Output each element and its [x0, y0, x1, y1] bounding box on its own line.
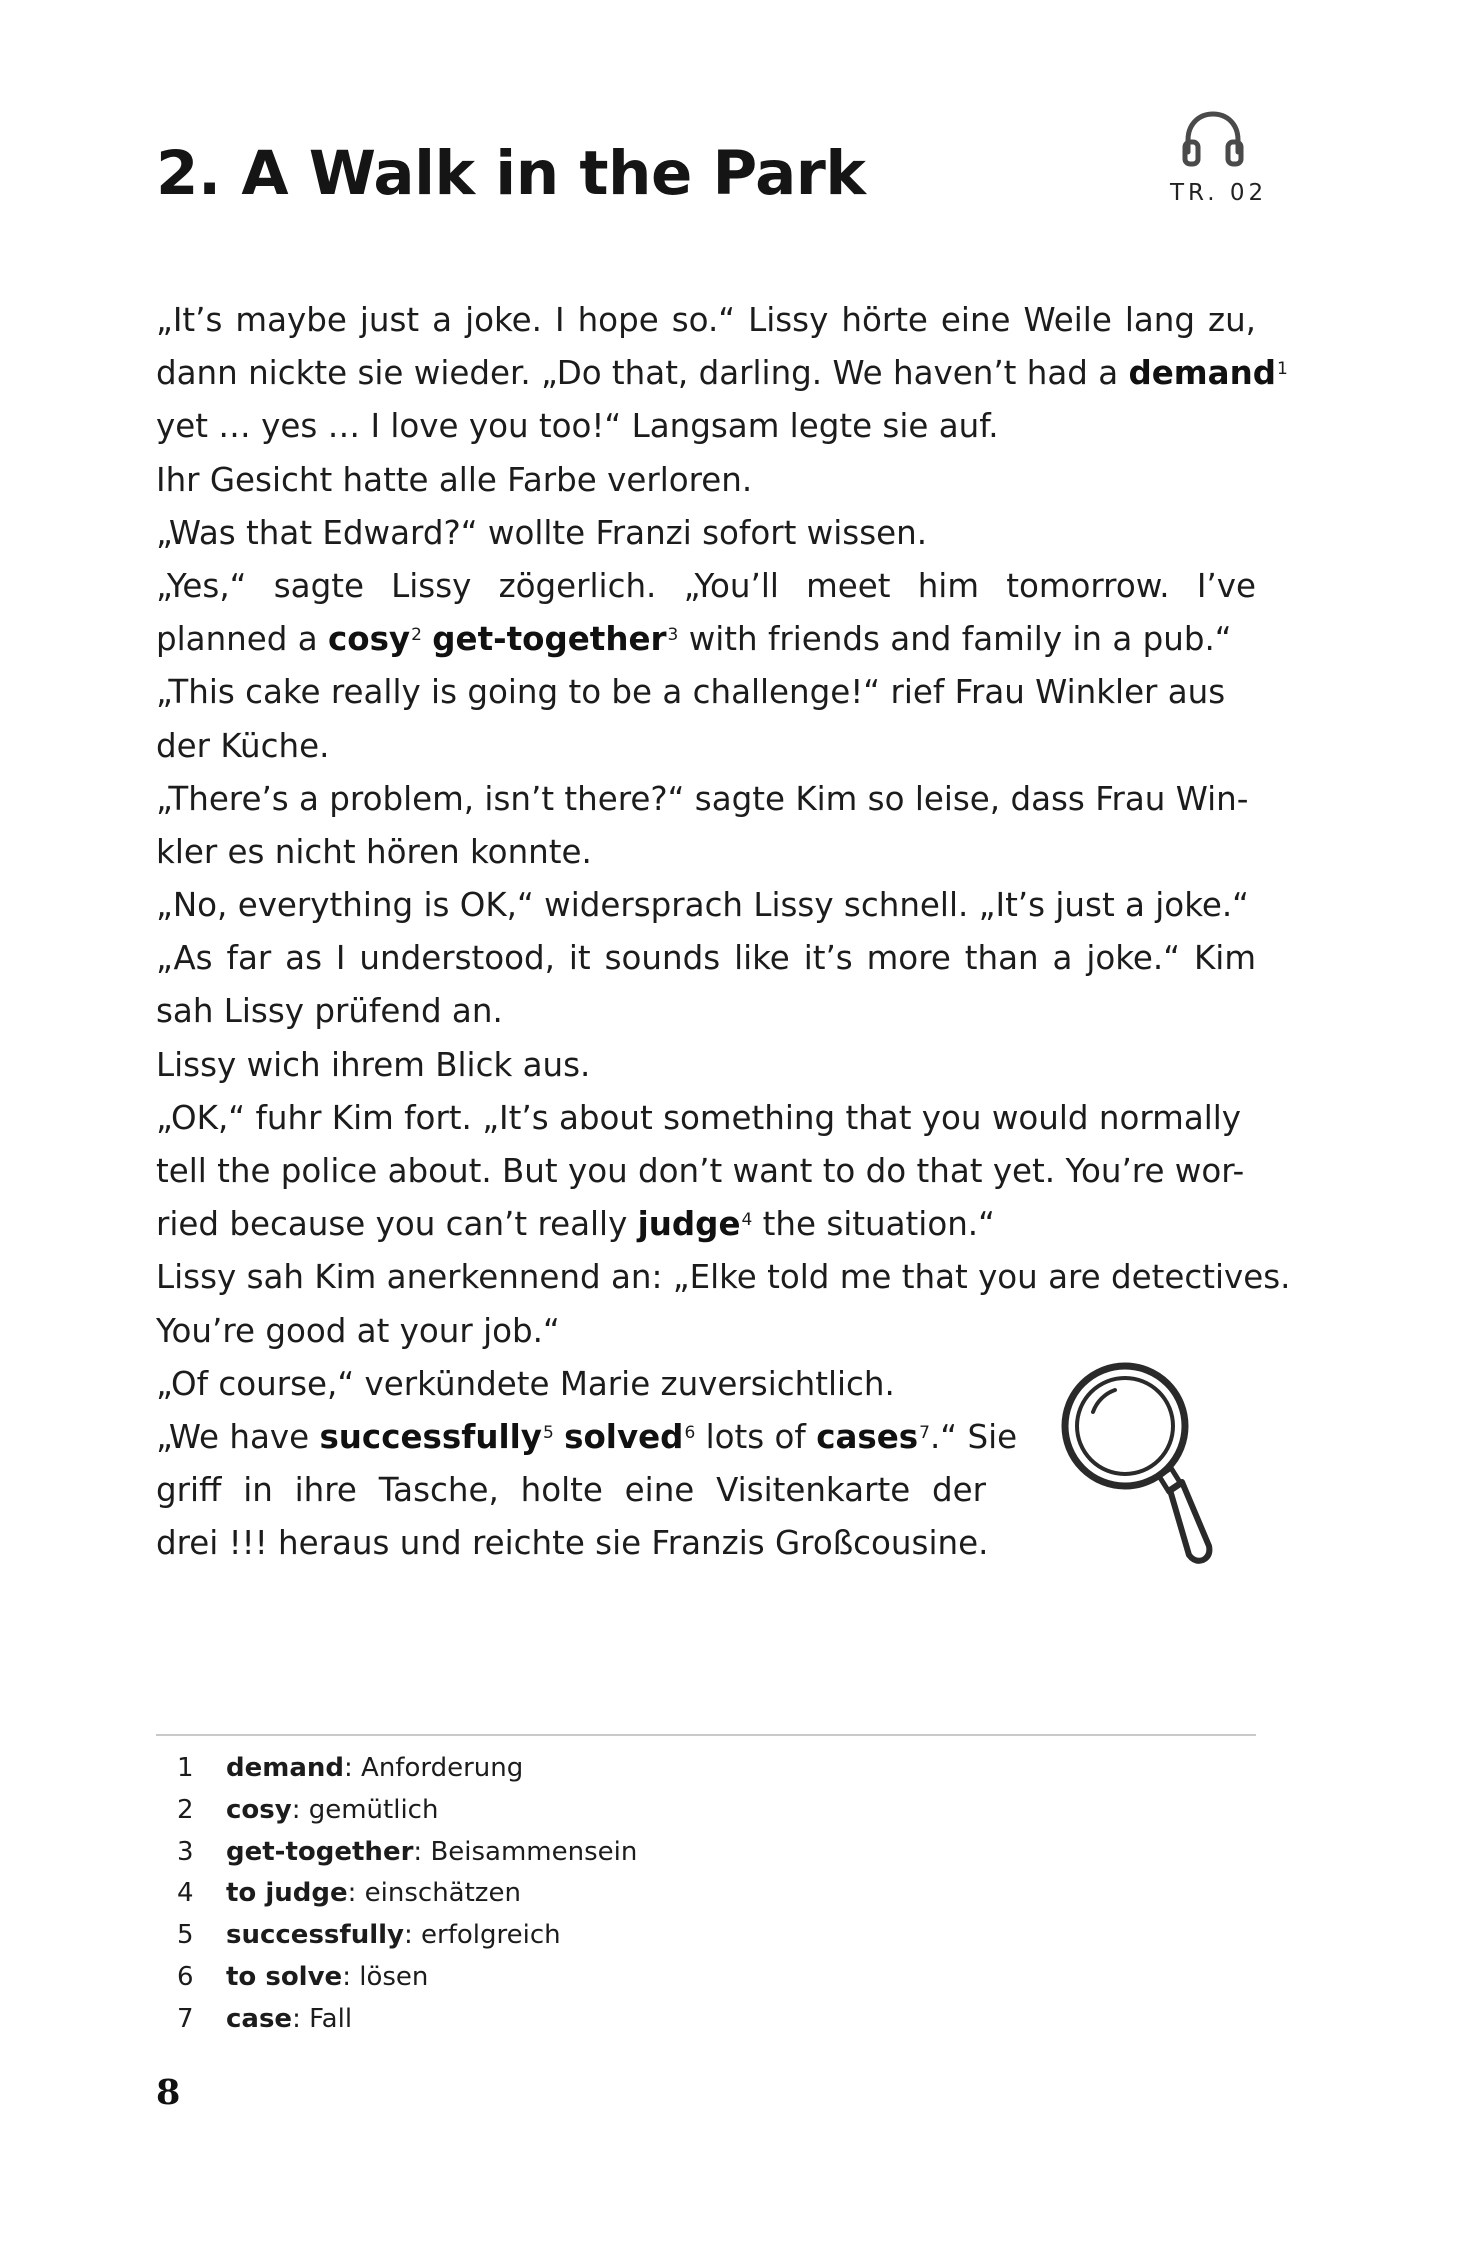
story-text-run: Lissy wich ihrem Blick aus.	[156, 1045, 591, 1084]
story-line	[156, 1305, 1256, 1358]
story-line	[156, 294, 1256, 347]
story-line	[156, 879, 1256, 932]
story-text-run: kler es nicht hören konnte.	[156, 832, 592, 871]
story-text-run: „Of course,“ verkündete Marie zuversichtlich.	[156, 1364, 895, 1403]
story-text-run: „Was that Edward?“ wollte Franzi sofort wissen.	[156, 513, 928, 552]
chapter-title: 2. A Walk in the Park	[156, 138, 866, 209]
story-text-run: the situation.“	[752, 1205, 995, 1244]
story-text-run: „No, everything is OK,“ widersprach Lissy schnell. „It’s just a joke.“	[156, 886, 1250, 925]
footnote-item	[156, 1873, 1256, 1915]
footnote-term: case	[226, 2003, 293, 2034]
story-text-run: „It’s maybe just a joke. I hope so.“ Lissy hörte eine Weile lang zu,	[156, 301, 1256, 339]
footnote-term: successfully	[226, 1920, 404, 1951]
story-line	[156, 1198, 1256, 1251]
headphones-icon	[1180, 108, 1246, 170]
footnote-item	[156, 1957, 1256, 1999]
footnote-item	[156, 1999, 1256, 2041]
story-text-run: with friends and family in a pub.“	[678, 620, 1232, 659]
footnote-meaning: lösen	[359, 1961, 429, 1992]
page-number: 8	[156, 2072, 181, 2113]
footnote-ref: 4	[741, 1210, 753, 1231]
footnote-item	[156, 1790, 1256, 1832]
story-line	[156, 507, 1256, 560]
story-text-run: „This cake really is going to be a challenge!“ rief Frau Winkler aus	[156, 673, 1226, 712]
story-line	[156, 1251, 1291, 1304]
footnote-separator: :	[347, 1878, 365, 1909]
footnote-item	[156, 1915, 1256, 1957]
footnote-separator: :	[292, 2003, 310, 2034]
footnote-meaning: Anforderung	[361, 1753, 524, 1783]
story-text-run: sah Lissy prüfend an.	[156, 992, 503, 1031]
footnote-separator: :	[344, 1753, 362, 1783]
story-text-run: „As far as I understood, it sounds like it’s more than a joke.“ Kim	[156, 939, 1256, 978]
story-line	[156, 985, 1256, 1038]
story-line	[156, 932, 1256, 985]
track-label: TR. 02	[1170, 180, 1268, 206]
story-line	[156, 613, 1256, 666]
story-text-run: „We have	[156, 1417, 320, 1456]
story-text-run: dann nickte sie wieder. „Do that, darling. We haven’t had a	[156, 354, 1129, 393]
footnote-item	[156, 1748, 1256, 1790]
footnotes	[156, 1748, 1256, 2041]
footnote-separator: :	[291, 1794, 309, 1825]
footnote-meaning: gemütlich	[308, 1794, 439, 1825]
story-line	[156, 773, 1256, 826]
vocab-judge: judge	[637, 1205, 741, 1244]
footnote-ref: 3	[667, 625, 679, 646]
footnote-meaning: Fall	[309, 2003, 353, 2034]
vocab-demand: demand	[1128, 354, 1276, 393]
vocab-get-together: get-together	[432, 620, 667, 659]
footnote-number: 2	[177, 1794, 194, 1825]
footnote-number: 1	[177, 1753, 194, 1783]
story-line	[156, 400, 1256, 453]
footnote-meaning: Beisammensein	[430, 1836, 638, 1867]
vocab-cases: cases	[816, 1417, 919, 1456]
story-line	[156, 347, 1288, 400]
footnote-number: 3	[177, 1836, 194, 1867]
story-text-run: Lissy sah Kim anerkennend an: „Elke told me that you are detectives.	[156, 1258, 1291, 1297]
story-text-run: ried because you can’t really	[156, 1205, 638, 1244]
footnote-ref: 6	[684, 1422, 696, 1443]
footnote-divider	[156, 1734, 1256, 1736]
story-text-run: „OK,“ fuhr Kim fort. „It’s about something that you would normally	[156, 1098, 1242, 1137]
footnote-number: 4	[177, 1878, 194, 1909]
vocab-successfully: successfully	[319, 1417, 542, 1456]
footnote-ref: 2	[411, 625, 422, 646]
footnote-separator: :	[404, 1920, 422, 1951]
footnote-meaning: einschätzen	[364, 1878, 521, 1909]
story-text-run: lots of	[695, 1417, 817, 1456]
story-text-run: You’re good at your job.“	[156, 1311, 560, 1350]
story-line	[156, 454, 1256, 507]
footnote-separator: :	[413, 1836, 431, 1867]
footnote-number: 7	[177, 2003, 194, 2034]
vocab-solved: solved	[564, 1417, 684, 1456]
story-text-run: der Küche.	[156, 726, 330, 765]
story-text-run: „There’s a problem, isn’t there?“ sagte Kim so leise, dass Frau Win-	[156, 779, 1249, 818]
story-line	[156, 1039, 1256, 1092]
footnote-term: demand	[226, 1753, 345, 1783]
footnote-item	[156, 1832, 1256, 1874]
story-text-run: tell the police about. But you don’t want to do that yet. You’re wor-	[156, 1152, 1245, 1190]
story-text-run: „Yes,“ sagte Lissy zögerlich. „You’ll meet him tomorrow. I’ve	[156, 566, 1256, 605]
vocab-cosy: cosy	[327, 620, 411, 659]
story-line	[156, 1145, 1256, 1198]
story-line	[156, 826, 1256, 879]
footnote-meaning: erfolgreich	[421, 1920, 561, 1951]
footnote-number: 6	[177, 1961, 194, 1992]
magnifying-glass-icon	[1055, 1356, 1215, 1566]
footnote-ref: 1	[1277, 359, 1288, 380]
footnote-ref: 5	[542, 1422, 554, 1443]
story-line	[156, 1464, 986, 1517]
story-text-run: yet … yes … I love you too!“ Langsam legte sie auf.	[156, 407, 999, 446]
footnote-term: get-together	[226, 1836, 414, 1867]
footnote-ref: 7	[919, 1422, 930, 1443]
footnote-separator: :	[342, 1961, 360, 1992]
story-text-run: .“ Sie	[929, 1417, 1018, 1456]
story-text-run: planned a	[156, 620, 328, 659]
story-line	[156, 560, 1256, 613]
story-text-run: drei !!! heraus und reichte sie Franzis Großcousine.	[156, 1524, 989, 1563]
footnote-term: cosy	[226, 1794, 292, 1825]
footnote-term: to solve	[226, 1961, 343, 1992]
story-line	[156, 720, 1256, 773]
story-text-run: griff in ihre Tasche, holte eine Visitenkarte der	[156, 1471, 986, 1510]
footnote-term: to judge	[226, 1878, 348, 1909]
footnote-number: 5	[177, 1920, 194, 1951]
story-line	[156, 1092, 1256, 1145]
story-line	[156, 666, 1256, 719]
story-text-run: Ihr Gesicht hatte alle Farbe verloren.	[156, 460, 753, 499]
